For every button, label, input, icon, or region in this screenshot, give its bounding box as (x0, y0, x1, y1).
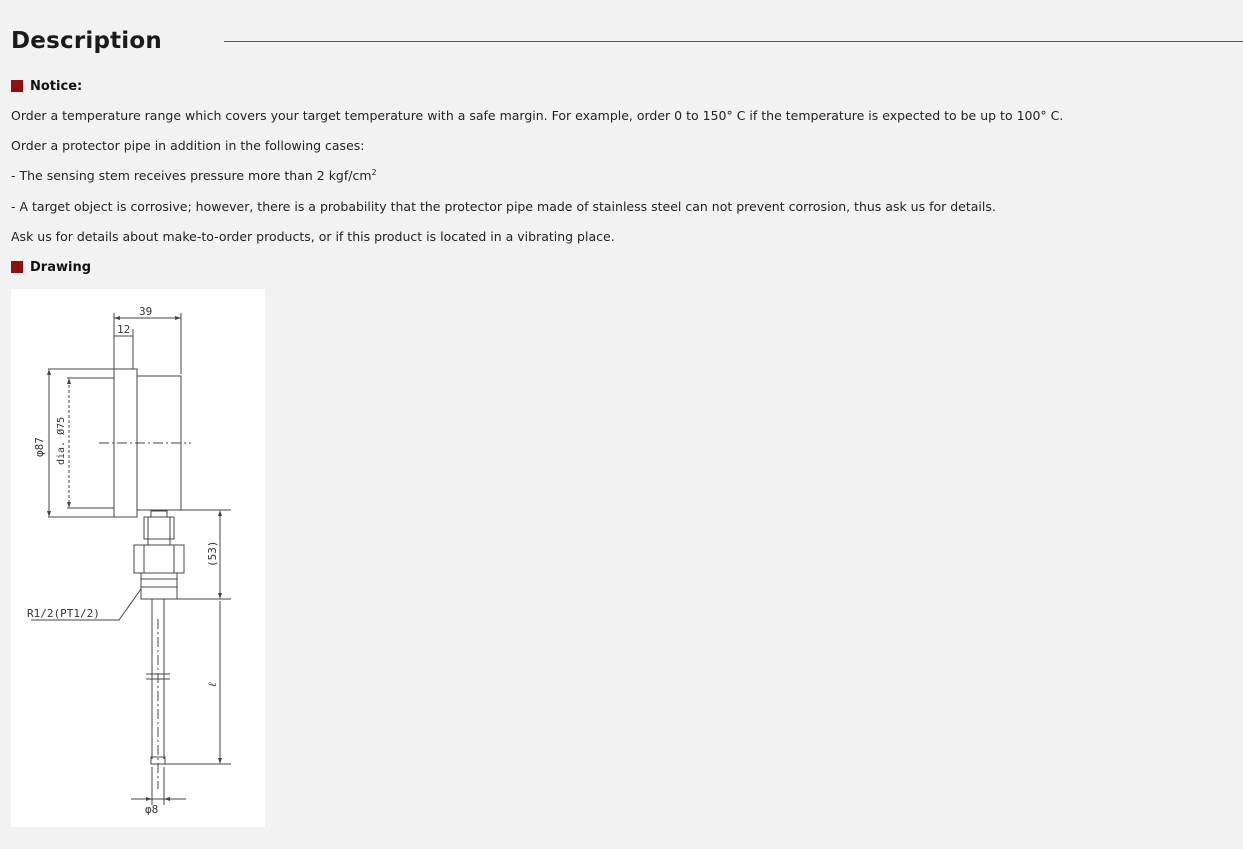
drawing-heading-label: Drawing (30, 259, 92, 275)
bullet-square-icon (11, 80, 23, 92)
arrow (47, 369, 51, 375)
bullet-square-icon (11, 261, 23, 273)
stem-neck (151, 511, 167, 517)
label-l: ℓ (206, 682, 219, 687)
notice-line-5: Ask us for details about make-to-order products, or if this product is located in a vibrating place. (11, 229, 615, 244)
label-39: 39 (139, 305, 153, 318)
notice-line-4: - A target object is corrosive; however, there is a probability that the protector pipe made of stainless steel can not prevent corrosion, thus ask us for details. (11, 199, 996, 214)
notice-line-1: Order a temperature range which covers your target temperature with a safe margin. For example, order 0 to 150° C if the temperature is expected to be up to 100° C. (11, 108, 1064, 123)
arrow (47, 511, 51, 517)
arrow (114, 316, 120, 320)
notice-heading-label: Notice: (30, 78, 83, 94)
notice-line-3-text: - The sensing stem receives pressure more than 2 kgf/cm (11, 168, 372, 183)
arrow (218, 758, 222, 764)
section-title: Description (11, 28, 162, 54)
label-thread: R1/2(PT1/2) (27, 607, 100, 620)
nut-collar (148, 539, 170, 545)
label-dia75: dia. Ø75 (56, 416, 67, 465)
section-header (11, 26, 1243, 58)
drawing-heading (11, 259, 91, 275)
title-rule (224, 41, 1243, 42)
arrow (67, 378, 71, 384)
notice-line-3-superscript: 2 (371, 168, 377, 177)
notice-line-3 (11, 168, 377, 184)
technical-drawing (11, 289, 265, 827)
arrow (164, 797, 170, 801)
notice-heading (11, 78, 82, 94)
label-12: 12 (117, 323, 131, 336)
label-phi87: φ87 (33, 437, 46, 457)
arrow (218, 510, 222, 516)
label-phi8: φ8 (145, 803, 159, 816)
hex-body (134, 545, 184, 573)
arrow (218, 593, 222, 599)
arrow (146, 797, 152, 801)
arrow (175, 316, 181, 320)
notice-line-2: Order a protector pipe in addition in the following cases: (11, 138, 365, 153)
thread-body (141, 573, 177, 599)
arrow (67, 502, 71, 508)
thermometer-drawing-svg (11, 289, 265, 827)
label-53: (53) (206, 540, 219, 567)
